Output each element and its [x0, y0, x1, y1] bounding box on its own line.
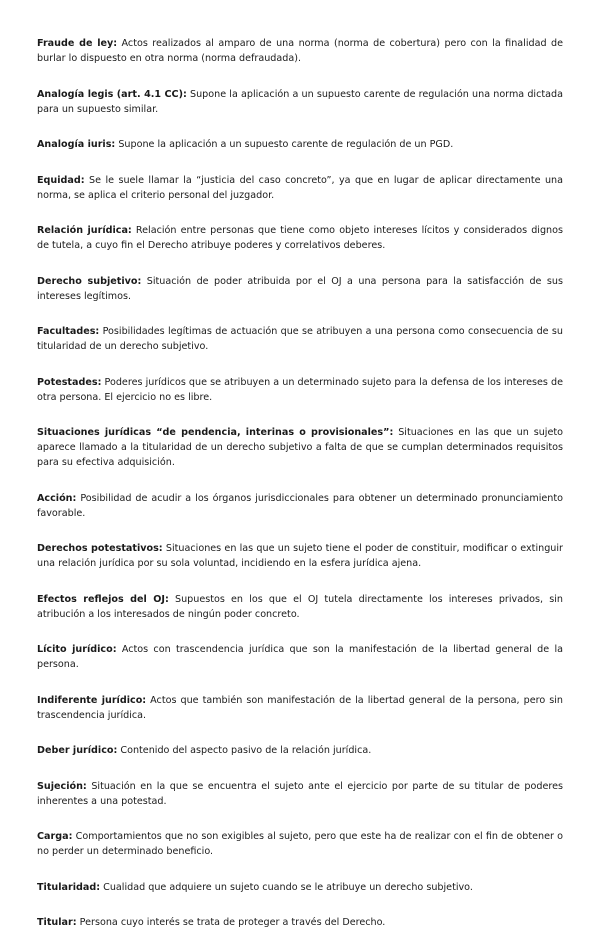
definition-term: Titular: [37, 917, 77, 928]
definition-entry [37, 274, 563, 304]
definition-term: Analogía iuris: [37, 139, 116, 150]
definition-term: Lícito jurídico: [37, 644, 117, 655]
definition-text: Cualidad que adquiere un sujeto cuando se le atribuye un derecho subjetivo. [103, 881, 473, 893]
definition-term: Titularidad: [37, 881, 101, 893]
definition-entry [37, 829, 563, 859]
definition-entry [37, 592, 563, 622]
definition-entry [37, 223, 563, 253]
definition-text: Actos realizados al amparo de una norma (norma de cobertura) pero con la finalidad de burlar lo dispuesto en otra norma (norma defraudada). [37, 38, 563, 64]
definition-term: Analogía legis (art. 4.1 CC): [37, 88, 187, 100]
definition-term: Derecho subjetivo: [37, 275, 142, 287]
definition-text: Supone la aplicación a un supuesto carente de regulación de un PGD. [118, 139, 454, 150]
definition-entry [37, 36, 563, 66]
definition-text: Se le suele llamar la “justicia del caso concreto”, ya que en lugar de aplicar directamente una norma, se aplica el criterio personal del juzgador. [37, 174, 563, 201]
definition-text: Posibilidad de acudir a los órganos jurisdiccionales para obtener un determinado pronunciamiento favorable. [37, 492, 563, 519]
definition-term: Carga: [37, 831, 73, 842]
definition-text: Supone la aplicación a un supuesto carente de regulación una norma dictada para un supuesto similar. [37, 88, 563, 115]
definition-text: Situación en la que se encuentra el sujeto ante el ejercicio por parte de su titular de poderes inherentes a una potestad. [37, 780, 563, 807]
definition-term: Sujeción: [37, 780, 87, 792]
definition-text: Situaciones en las que un sujeto aparece llamado a la titularidad de un derecho subjetivo a falta de que se cumplan determinados requisitos para su efectiva adquisición. [37, 427, 563, 468]
definition-term: Indiferente jurídico: [37, 694, 147, 706]
definition-text: Relación entre personas que tiene como objeto intereses lícitos y considerados dignos de tutela, a cuyo fin el Derecho atribuye poderes y correlativos deberes. [37, 225, 564, 251]
definition-term: Situaciones jurídicas “de pendencia, interinas o provisionales”: [37, 427, 394, 438]
definition-term: Fraude de ley: [37, 38, 118, 49]
definition-entry [37, 137, 563, 152]
definition-text: Contenido del aspecto pasivo de la relación jurídica. [120, 745, 372, 756]
definition-text: Situaciones en las que un sujeto tiene el poder de constituir, modificar o extinguir una relación jurídica por su sola voluntad, incidiendo en la esfera jurídica ajena. [37, 543, 563, 569]
definition-entry [37, 375, 563, 405]
definition-entry [37, 491, 563, 521]
definition-entry [37, 880, 563, 895]
definition-term: Potestades: [37, 376, 102, 388]
definition-term: Relación jurídica: [37, 225, 132, 236]
definition-text: Posibilidades legítimas de actuación que se atribuyen a una persona como consecuencia de su titularidad de un derecho subjetivo. [37, 326, 563, 352]
definition-entry [37, 324, 563, 354]
definition-text: Poderes jurídicos que se atribuyen a un determinado sujeto para la defensa de los intereses de otra persona. El ejercicio no es libre. [37, 376, 563, 403]
definition-entry [37, 425, 563, 470]
definition-entry [37, 915, 563, 930]
definition-entry [37, 642, 563, 672]
definition-text: Persona cuyo interés se trata de proteger a través del Derecho. [79, 917, 386, 928]
definition-entry [37, 779, 563, 809]
definition-list [37, 36, 563, 930]
definition-term: Derechos potestativos: [37, 543, 163, 554]
definition-term: Efectos reflejos del OJ: [37, 593, 169, 605]
definition-entry [37, 693, 563, 723]
definition-entry [37, 87, 563, 117]
definition-text: Actos con trascendencia jurídica que son la manifestación de la libertad general de la persona. [37, 644, 563, 670]
definition-text: Situación de poder atribuida por el OJ a una persona para la satisfacción de sus intereses legítimos. [37, 275, 563, 302]
definition-entry [37, 541, 563, 571]
definition-text: Comportamientos que no son exigibles al sujeto, pero que este ha de realizar con el fin de obtener o no perder un determinado beneficio. [37, 831, 563, 857]
definition-term: Acción: [37, 492, 77, 504]
definition-text: Actos que también son manifestación de la libertad general de la persona, pero sin trascendencia jurídica. [37, 694, 563, 721]
definition-text: Supuestos en los que el OJ tutela directamente los intereses privados, sin atribución a los interesados de ningún poder concreto. [37, 593, 563, 620]
definition-term: Deber jurídico: [37, 745, 118, 756]
definition-term: Facultades: [37, 326, 100, 337]
definition-entry [37, 173, 563, 203]
definition-term: Equidad: [37, 174, 85, 186]
definition-entry [37, 743, 563, 758]
